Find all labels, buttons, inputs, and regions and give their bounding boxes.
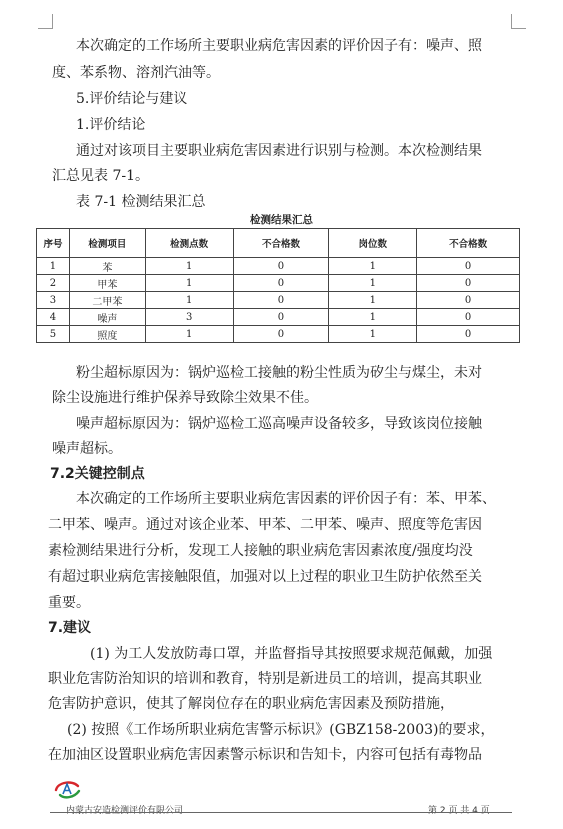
table-row (37, 258, 520, 275)
paragraph-line: 素检测结果进行分析，发现工人接触的职业病危害因素浓度/强度均没 (48, 543, 473, 559)
page-corner-mark (511, 14, 526, 29)
section-heading: 7.建议 (48, 620, 92, 636)
paragraph-line: 汇总见表 7-1。 (52, 168, 149, 184)
paragraph-line: (1) 为工人发放防毒口罩，并监督指导其按照要求规范佩戴，加强 (90, 646, 493, 662)
header-cell: 岗位数 (329, 229, 417, 258)
table-header-row (37, 229, 520, 258)
paragraph-line: 有超过职业病危害接触限值，加强对以上过程的职业卫生防护依然至关 (48, 569, 482, 585)
table-row (37, 292, 520, 309)
table-cell: 3 (37, 292, 70, 309)
table-cell: 1 (329, 258, 417, 275)
table-cell: 0 (233, 309, 329, 326)
table-cell: 4 (37, 309, 70, 326)
paragraph-line: 噪声超标原因为：锅炉巡检工巡高噪声设备较多，导致该岗位接触 (76, 416, 482, 432)
table-cell: 5 (37, 326, 70, 343)
section-heading: 7.2关键控制点 (50, 466, 145, 482)
paragraph-line: 通过对该项目主要职业病危害因素进行识别与检测。本次检测结果 (76, 143, 482, 159)
table-title: 检测结果汇总 (250, 214, 313, 226)
table-cell: 苯 (69, 258, 145, 275)
table-cell: 1 (145, 292, 233, 309)
subsection-heading: 1.评价结论 (76, 117, 146, 133)
table-cell: 1 (329, 326, 417, 343)
table-cell: 0 (233, 292, 329, 309)
header-cell: 序号 (37, 229, 70, 258)
table-cell: 二甲苯 (69, 292, 145, 309)
paragraph-line: 度、苯系物、溶剂汽油等。 (52, 65, 220, 81)
table-cell: 甲苯 (69, 275, 145, 292)
header-cell: 不合格数 (417, 229, 520, 258)
results-table (36, 228, 520, 343)
table-cell: 1 (329, 309, 417, 326)
page-corner-mark (38, 14, 53, 29)
paragraph-line: 职业危害防治知识的培训和教育，特别是新进员工的培训，提高其职业 (48, 671, 482, 687)
paragraph-line: (2) 按照《工作场所职业病危害警示标识》(GBZ158-2003)的要求， (67, 722, 495, 738)
company-logo-icon (52, 778, 82, 800)
table-cell: 1 (145, 326, 233, 343)
table-cell: 0 (417, 326, 520, 343)
table-caption: 表 7-1 检测结果汇总 (76, 194, 206, 210)
table-cell: 0 (233, 275, 329, 292)
table-cell: 0 (417, 275, 520, 292)
table-cell: 1 (145, 258, 233, 275)
table-row (37, 309, 520, 326)
footer-company-name: 内蒙古安造检测评价有限公司 (66, 806, 184, 816)
table-cell: 0 (417, 292, 520, 309)
table-cell: 1 (37, 258, 70, 275)
footer-divider (50, 812, 512, 813)
table-cell: 照度 (69, 326, 145, 343)
table-cell: 0 (233, 258, 329, 275)
table-cell: 1 (329, 292, 417, 309)
paragraph-line: 噪声超标。 (52, 441, 122, 457)
paragraph-line: 粉尘超标原因为：锅炉巡检工接触的粉尘性质为矽尘与煤尘，未对 (76, 365, 482, 381)
paragraph-line: 除尘设施进行维护保养导致除尘效果不佳。 (52, 390, 318, 406)
header-cell: 不合格数 (233, 229, 329, 258)
table-cell: 2 (37, 275, 70, 292)
footer-page-number: 第 2 页 共 4 页 (428, 806, 490, 816)
table-cell: 1 (329, 275, 417, 292)
paragraph-line: 本次确定的工作场所主要职业病危害因素的评价因子有：噪声、照 (76, 38, 482, 54)
table-row (37, 275, 520, 292)
table-cell: 1 (145, 275, 233, 292)
header-cell: 检测点数 (145, 229, 233, 258)
table-cell: 0 (417, 309, 520, 326)
header-cell: 检测项目 (69, 229, 145, 258)
paragraph-line: 危害防护意识，使其了解岗位存在的职业病危害因素及预防措施， (48, 696, 454, 712)
table-row (37, 326, 520, 343)
paragraph-line: 二甲苯、噪声。通过对该企业苯、甲苯、二甲苯、噪声、照度等危害因 (48, 517, 482, 533)
paragraph-line: 在加油区设置职业病危害因素警示标识和告知卡，内容可包括有毒物品 (48, 747, 482, 763)
table-cell: 3 (145, 309, 233, 326)
section-heading: 5.评价结论与建议 (76, 91, 188, 107)
paragraph-line: 本次确定的工作场所主要职业病危害因素的评价因子有：苯、甲苯、 (76, 491, 496, 507)
paragraph-line: 重要。 (48, 595, 90, 611)
table-cell: 0 (233, 326, 329, 343)
table-cell: 噪声 (69, 309, 145, 326)
table-cell: 0 (417, 258, 520, 275)
